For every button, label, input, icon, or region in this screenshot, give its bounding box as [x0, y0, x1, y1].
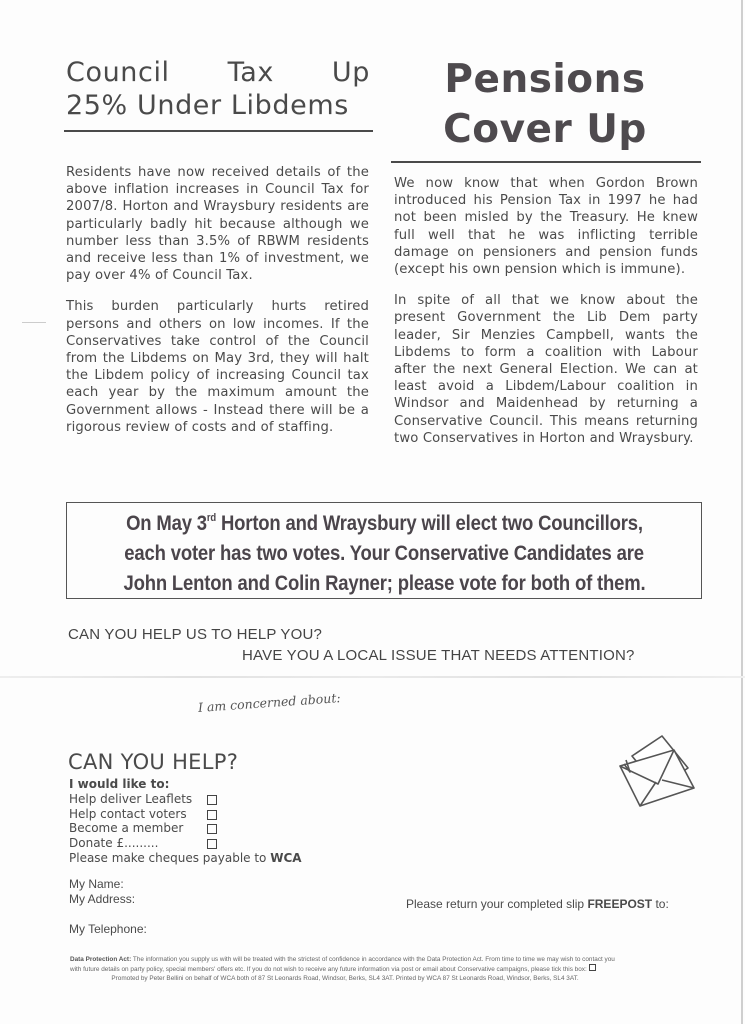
help-intro: I would like to: [69, 777, 170, 791]
left-article-body [66, 164, 369, 450]
return-text: Please return your completed slip [406, 897, 588, 911]
help-option-leaflets[interactable] [69, 792, 302, 807]
callout-line1 [126, 503, 643, 538]
fine-line2 [70, 964, 710, 974]
cheques-payee: WCA [270, 850, 302, 865]
headline-line2: 25% Under Libdems [66, 90, 349, 121]
checkbox-icon[interactable] [207, 839, 217, 849]
paragraph: This burden particularly hurts retired persons and others on low incomes. If the Conservatives take control of the Council from the Libdems on May 3rd, they will halt the Libdem policy of increasing Council tax each year by the maximum amount the Government allows - Instead there will be a rigorous review of costs and of staffing. [66, 299, 369, 435]
headline-line1: Pensions [444, 57, 646, 102]
right-headline [392, 55, 698, 155]
option-label: Donate £......... [69, 836, 159, 851]
paragraph: In spite of all that we know about the present Government the Lib Dem party leader, Sir Menzies Campbell, wants the Libdems to form a coalition with Labour after the next General Election. We can at least avoid a Libdem/Labour coalition in Windsor and Maidenhead by returning a Conservative Council. This means returning two Conservatives in Horton and Wraysbury. [394, 293, 698, 446]
local-issue-question: HAVE YOU A LOCAL ISSUE THAT NEEDS ATTENTION? [242, 647, 635, 664]
fine-text: with future details on party policy, special members' offers etc. If you do not wish to receive any future information via post or email about Conservative campaigns, please tick this box: [70, 966, 587, 974]
headline-rule [64, 130, 373, 132]
fine-text: The information you supply us with will be treated with the strictest of confidence in accordance with the Data Protection Act. From time to time we may wish to contact you [131, 956, 615, 963]
freepost-label: FREEPOST [587, 897, 653, 911]
concern-label: I am concerned about: [197, 690, 342, 715]
headline-rule [391, 161, 701, 163]
paragraph: Residents have now received details of the above inflation increases in Council Tax for 2007/8. Horton and Wraysbury residents are particularly badly hit because although we number less than 3.5% of RBWM residents and receive less than 1% of investment, we pay over 4% of Council Tax. [66, 165, 369, 284]
fine-line1 [70, 956, 710, 964]
fold-mark [22, 322, 46, 323]
cheques-note [69, 851, 302, 866]
option-label: Help deliver Leaflets [69, 791, 193, 806]
headline-word: Tax [227, 57, 274, 88]
page-edge [741, 0, 743, 1024]
dpa-label: Data Protection Act: [70, 956, 132, 963]
callout-line3: John Lenton and Colin Rayner; please vote for both of them. [123, 571, 645, 595]
callout-line2: each voter has two votes. Your Conservative Candidates are [124, 541, 644, 565]
right-article-body [394, 175, 698, 461]
option-label: Help contact voters [69, 806, 187, 821]
telephone-field[interactable]: My Telephone: [69, 922, 147, 936]
checkbox-icon[interactable] [589, 964, 596, 971]
fine-line3: Promoted by Peter Bellini on behalf of WCA both of 87 St Leonards Road, Windsor, Berks, SL4 3AT. Printed by WCA 87 St Leonards Road, Windsor, Berks, SL4 3AT. [111, 974, 579, 982]
help-question: CAN YOU HELP US TO HELP YOU? [68, 626, 323, 643]
callout-text: Horton and Wraysbury will elect two Councillors, [215, 511, 643, 535]
callout-text: On May 3 [125, 511, 207, 535]
help-option-member[interactable] [69, 821, 302, 836]
tear-line [0, 676, 745, 678]
headline-word: Council [66, 57, 170, 88]
left-headline [66, 56, 370, 122]
election-callout-box [66, 502, 702, 599]
help-title: CAN YOU HELP? [68, 750, 239, 774]
checkbox-icon[interactable] [207, 824, 217, 834]
paragraph: We now know that when Gordon Brown introduced his Pension Tax in 1997 he had not been misled by the Treasury. He knew full well that he was inflicting terrible damage on pensioners and pension funds (except his own pension which is immune). [394, 176, 698, 278]
cheques-text: Please make cheques payable to [69, 850, 271, 865]
fine-print [70, 956, 710, 983]
help-option-donate[interactable] [69, 836, 302, 851]
checkbox-icon[interactable] [207, 810, 217, 820]
headline-word: Up [331, 57, 370, 88]
help-options [69, 777, 302, 866]
name-field[interactable]: My Name: [69, 877, 124, 891]
checkbox-icon[interactable] [207, 795, 217, 805]
return-note [406, 897, 669, 911]
open-envelope-icon [612, 728, 704, 818]
option-label: Become a member [69, 821, 184, 836]
headline-line2: Cover Up [443, 107, 647, 152]
contact-fields [69, 877, 147, 937]
help-option-contact-voters[interactable] [69, 807, 302, 822]
callout-superscript: rd [206, 512, 216, 524]
address-field[interactable]: My Address: [69, 891, 136, 906]
return-text: to: [652, 897, 669, 911]
